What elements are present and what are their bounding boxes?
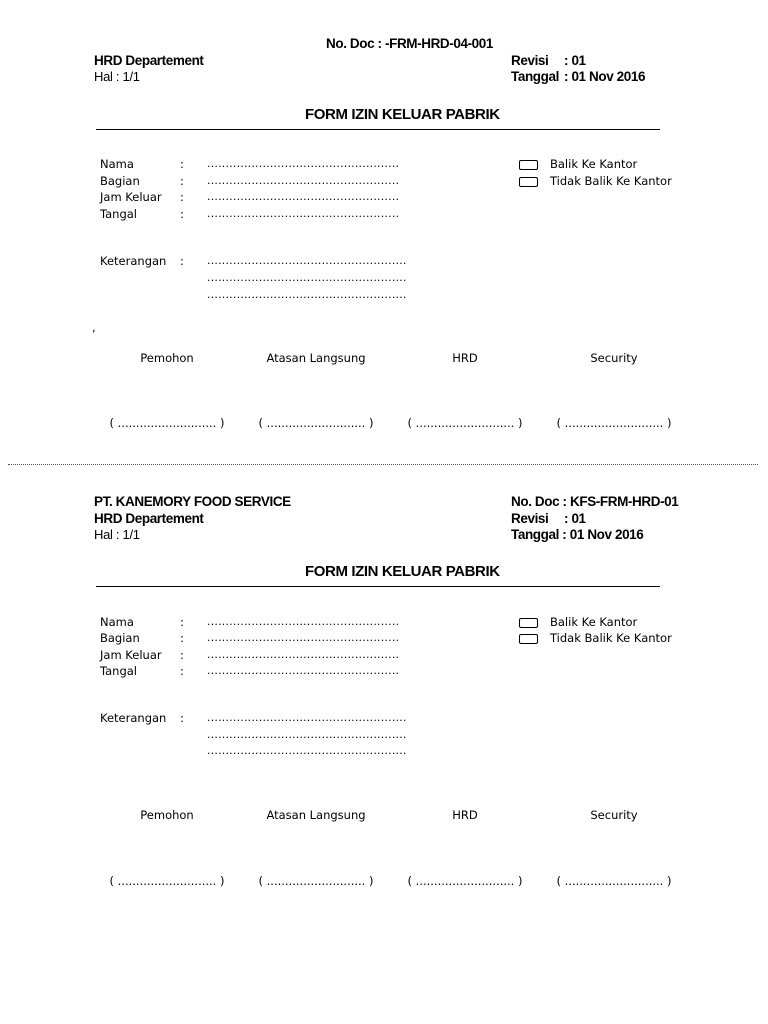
field-dots-jam-keluar: ....................................................	[207, 648, 400, 661]
field-label-jam-keluar: Jam Keluar	[100, 648, 162, 662]
field-dots-bagian: ....................................................	[207, 174, 400, 187]
field-dots-tangal: ....................................................	[207, 207, 400, 220]
field-label-nama: Nama	[100, 615, 134, 629]
field-label-bagian: Bagian	[100, 631, 140, 645]
sig-label-pemohon: Pemohon	[140, 808, 194, 822]
field-label-tangal: Tangal	[100, 664, 137, 678]
doc-number: No. Doc : -FRM-HRD-04-001	[326, 36, 494, 51]
option-balik-label: Balik Ke Kantor	[550, 157, 638, 171]
field-label-jam-keluar: Jam Keluar	[100, 190, 162, 204]
sig-line-security: ( ........................... )	[556, 874, 672, 888]
sig-label-pemohon: Pemohon	[140, 351, 194, 365]
revision-value: : 01	[564, 511, 586, 526]
field-colon: :	[180, 207, 184, 221]
checkbox-tidak-balik[interactable]	[519, 634, 538, 644]
field-colon: :	[180, 664, 184, 678]
checkbox-tidak-balik[interactable]	[519, 177, 538, 187]
field-colon: :	[180, 190, 184, 204]
sig-label-hrd: HRD	[452, 808, 478, 822]
option-tidak-balik-label: Tidak Balik Ke Kantor	[550, 631, 672, 645]
field-colon: :	[180, 615, 184, 629]
sig-line-atasan: ( ........................... )	[258, 416, 374, 430]
field-colon: :	[180, 711, 184, 725]
field-dots-jam-keluar: ....................................................	[207, 190, 400, 203]
field-label-keterangan: Keterangan	[100, 254, 167, 268]
field-colon: :	[180, 631, 184, 645]
field-label-keterangan: Keterangan	[100, 711, 167, 725]
field-dots-keterangan-1: ......................................................	[207, 254, 407, 267]
sig-line-atasan: ( ........................... )	[258, 874, 374, 888]
sig-line-pemohon: ( ........................... )	[109, 416, 225, 430]
title-underline	[96, 586, 660, 587]
revision-label: Revisi	[511, 53, 549, 68]
title-underline	[96, 129, 660, 130]
sig-label-atasan: Atasan Langsung	[266, 808, 366, 822]
cut-line	[8, 464, 758, 465]
option-tidak-balik-label: Tidak Balik Ke Kantor	[550, 174, 672, 188]
sig-label-hrd: HRD	[452, 351, 478, 365]
sig-label-security: Security	[590, 351, 638, 365]
field-dots-keterangan-2: ......................................................	[207, 728, 407, 741]
field-colon: :	[180, 157, 184, 171]
option-balik-label: Balik Ke Kantor	[550, 615, 638, 629]
field-colon: :	[180, 254, 184, 268]
field-colon: :	[180, 648, 184, 662]
date-label: Tanggal	[511, 69, 559, 84]
sig-label-atasan: Atasan Langsung	[266, 351, 366, 365]
field-colon: :	[180, 174, 184, 188]
doc-number: No. Doc : KFS-FRM-HRD-01	[511, 494, 679, 509]
form-title: FORM IZIN KELUAR PABRIK	[305, 106, 500, 123]
sig-line-hrd: ( ........................... )	[407, 416, 523, 430]
date: Tanggal : 01 Nov 2016	[511, 527, 644, 542]
department: HRD Departement	[94, 53, 204, 68]
sig-line-security: ( ........................... )	[556, 416, 672, 430]
revision-value: : 01	[564, 53, 586, 68]
department: HRD Departement	[94, 511, 204, 526]
field-label-nama: Nama	[100, 157, 134, 171]
date-value: : 01 Nov 2016	[564, 69, 646, 84]
sig-line-pemohon: ( ........................... )	[109, 874, 225, 888]
form-title: FORM IZIN KELUAR PABRIK	[305, 563, 500, 580]
field-dots-keterangan-2: ......................................................	[207, 271, 407, 284]
field-dots-nama: ....................................................	[207, 615, 400, 628]
checkbox-balik[interactable]	[519, 160, 538, 170]
sig-label-security: Security	[590, 808, 638, 822]
field-dots-bagian: ....................................................	[207, 631, 400, 644]
field-dots-keterangan-3: ......................................................	[207, 288, 407, 301]
sig-line-hrd: ( ........................... )	[407, 874, 523, 888]
field-dots-keterangan-3: ......................................................	[207, 744, 407, 757]
page-info: Hal : 1/1	[94, 527, 140, 542]
field-label-tangal: Tangal	[100, 207, 137, 221]
field-label-bagian: Bagian	[100, 174, 140, 188]
revision-label: Revisi	[511, 511, 549, 526]
company-name: PT. KANEMORY FOOD SERVICE	[94, 494, 291, 509]
stray-mark: ,	[92, 320, 96, 334]
checkbox-balik[interactable]	[519, 618, 538, 628]
field-dots-nama: ....................................................	[207, 157, 400, 170]
field-dots-tangal: ....................................................	[207, 664, 400, 677]
page-info: Hal : 1/1	[94, 69, 140, 84]
field-dots-keterangan-1: ......................................................	[207, 711, 407, 724]
